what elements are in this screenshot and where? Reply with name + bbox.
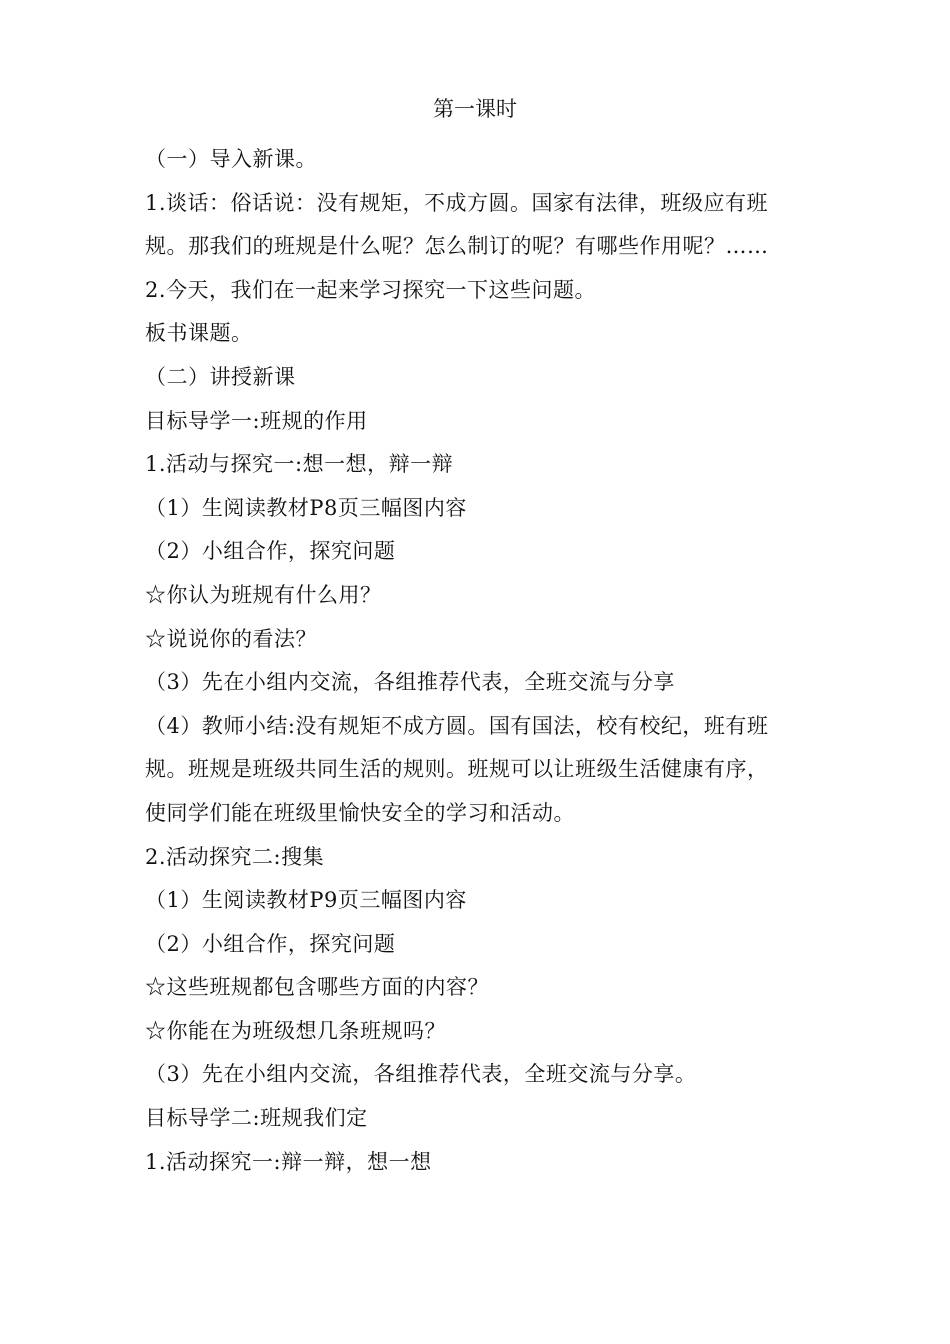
paragraph-line: 使同学们能在班级里愉快安全的学习和活动。 — [145, 800, 575, 825]
section-heading-intro: （一）导入新课。 — [145, 147, 317, 171]
activity-heading: 1.活动与探究一:想一想，辩一辩 — [145, 452, 454, 477]
paragraph-line: 2.今天，我们在一起来学习探究一下这些问题。 — [145, 277, 597, 302]
goal-heading: 目标导学一:班规的作用 — [145, 408, 368, 433]
step-line: （4）教师小结:没有规矩不成方圆。国有国法，校有校纪，班有班 — [145, 713, 769, 738]
lesson-title: 第一课时 — [433, 97, 517, 121]
activity-heading: 1.活动探究一:辩一辩，想一想 — [145, 1149, 432, 1174]
step-line: （2）小组合作，探究问题 — [145, 539, 396, 564]
step-line: （3）先在小组内交流，各组推荐代表，全班交流与分享 — [145, 670, 675, 695]
section-heading-new-lesson: （二）讲授新课 — [145, 364, 296, 389]
question-line: ☆这些班规都包含哪些方面的内容？ — [145, 975, 489, 1000]
question-line: ☆你能在为班级想几条班规吗？ — [145, 1018, 446, 1043]
lesson-body — [145, 138, 810, 1184]
step-line: （1）生阅读教材P8页三幅图内容 — [145, 495, 467, 520]
question-line: ☆说说你的看法？ — [145, 626, 317, 651]
question-line: ☆你认为班规有什么用？ — [145, 582, 382, 607]
paragraph-line: 板书课题。 — [145, 321, 253, 346]
goal-heading: 目标导学二:班规我们定 — [145, 1106, 368, 1131]
paragraph-line: 规。班规是班级共同生活的规则。班规可以让班级生活健康有序， — [145, 757, 769, 782]
step-line: （1）生阅读教材P9页三幅图内容 — [145, 888, 467, 913]
paragraph-line: 1.谈话：俗话说：没有规矩，不成方圆。国家有法律，班级应有班 — [145, 190, 769, 215]
step-line: （3）先在小组内交流，各组推荐代表，全班交流与分享。 — [145, 1062, 697, 1087]
activity-heading: 2.活动探究二:搜集 — [145, 844, 325, 869]
paragraph-line: 规。那我们的班规是什么呢？怎么制订的呢？有哪些作用呢？…… — [145, 234, 769, 259]
step-line: （2）小组合作，探究问题 — [145, 931, 396, 956]
